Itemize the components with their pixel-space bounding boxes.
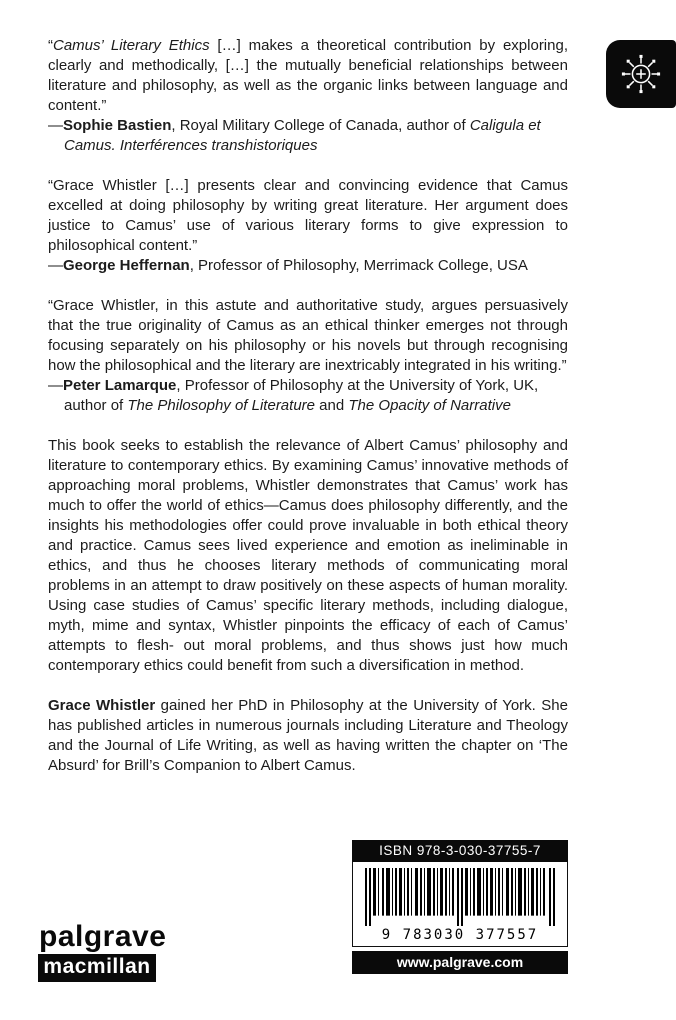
quote-1-text [48, 36, 568, 116]
attribution-name: George Heffernan [63, 257, 190, 274]
quote-2-attribution [48, 256, 568, 276]
quote-3-attribution [48, 376, 568, 416]
attribution-dash: — [48, 377, 63, 394]
isbn-barcode-block [352, 840, 568, 974]
publisher-logo [38, 920, 167, 982]
attribution-work-title: The Philosophy of Literature [127, 397, 316, 414]
author-bio-text: gained her PhD in Philosophy at the University of York. She has published articles in numerous journals including Literature and Theology and the Journal of Life Writing, as well as having written the chapter on ‘The Absurd’ for Brill’s Companion to Albert Camus. [48, 697, 568, 774]
palgrave-globe-icon [620, 53, 662, 95]
barcode-digits: 9 783030 377557 [381, 927, 539, 943]
author-name: Grace Whistler [48, 697, 156, 714]
book-title-italic: Camus’ Literary Ethics [53, 37, 210, 54]
quote-3-text [48, 296, 568, 376]
author-bio [48, 696, 568, 776]
quote-1-body: […] makes a theoretical contribution by exploring, clearly and methodically, […] the mutually beneficial relationships between literature and philosophy, as well as the organic links between language and content.” [48, 37, 568, 114]
quote-1-attribution [48, 116, 568, 156]
quote-3-body: “Grace Whistler, in this astute and authoritative study, argues persuasively that the true originality of Camus as an ethical thinker emerges not through focusing separately on his philosophy or his novels but through recognising how the philosophical and the literary are inextricably integrated in his writing.” [48, 297, 568, 374]
attribution-work-title: Caligula et Camus. Interférences transhistoriques [64, 117, 541, 154]
ean-barcode-icon [365, 868, 555, 926]
publisher-imprint: macmillan [38, 954, 156, 982]
attribution-affiliation: , Royal Military College of Canada, author of [171, 117, 470, 134]
quote-open-mark: “ [48, 37, 53, 54]
attribution-affiliation: , Professor of Philosophy at the University of York, UK, author of [64, 377, 539, 414]
publisher-url: www.palgrave.com [352, 951, 568, 974]
barcode-area [352, 862, 568, 947]
attribution-conjunction: and [315, 397, 349, 414]
publisher-name: palgrave [39, 920, 167, 953]
book-synopsis: This book seeks to establish the relevance of Albert Camus’ philosophy and literature to contemporary ethics. By examining Camus’ innovative methods of approaching moral problems, Whistler demonstrates that Camus’ work has much to offer the world of ethics—Camus does philosophy differently, and the insights his methodologies offer could prove invaluable in both ethical theory and practice. Camus sees lived experience and emotion as ineliminable in ethics, and thus he chooses literary methods of communicating moral problems in an attempt to draw positively on these aspects of human morality. Using case studies of Camus’ specific literary methods, including dialogue, myth, mime and syntax, Whistler pinpoints the efficacy of each of Camus’ attempts to flesh- out moral problems, and thus shows just how much contemporary ethics could benefit from such a diversification in method. [48, 437, 568, 674]
quote-2-text [48, 176, 568, 256]
back-cover-text [48, 36, 568, 776]
attribution-affiliation: , Professor of Philosophy, Merrimack College, USA [189, 257, 528, 274]
attribution-name: Peter Lamarque [63, 377, 177, 394]
attribution-dash: — [48, 257, 63, 274]
attribution-work-title: The Opacity of Narrative [348, 397, 511, 414]
attribution-dash: — [48, 117, 63, 134]
quote-2-body: “Grace Whistler […] presents clear and convincing evidence that Camus excelled at doing philosophy by writing great literature. Her argument does justice to Camus’ use of various literary forms to give expression to philosophical content.” [48, 177, 568, 254]
attribution-name: Sophie Bastien [63, 117, 172, 134]
isbn-label: ISBN 978-3-030-37755-7 [352, 840, 568, 862]
publisher-brand-mark [606, 40, 676, 108]
